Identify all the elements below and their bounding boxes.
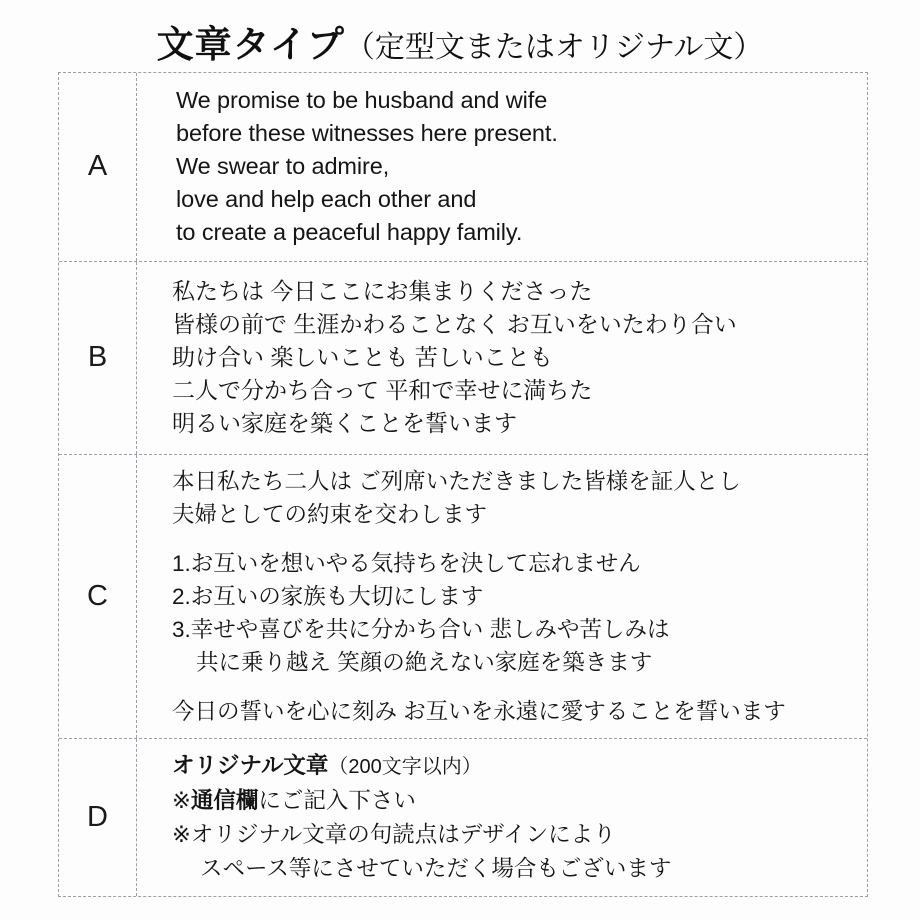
note-field-name: 通信欄	[190, 788, 259, 814]
original-text-heading-label: オリジナル文章	[172, 753, 329, 779]
original-text-limit: （200文字以内）	[328, 756, 482, 779]
text-line: We promise to be husband and wife	[176, 87, 548, 114]
row-label-b: B	[59, 262, 137, 455]
text-line: 私たちは 今日ここにお集まりくださった	[172, 278, 593, 305]
note-line-2: ※オリジナル文章の句読点はデザインにより	[172, 822, 616, 848]
row-content-b	[137, 262, 867, 455]
row-content-d	[137, 739, 867, 896]
sentence-type-table	[58, 72, 868, 897]
text-line: 助け合い 楽しいことも 苦しいことも	[172, 344, 553, 371]
note-mark: ※	[172, 788, 191, 814]
text-line: 皆様の前で 生涯かわることなく お互いをいたわり合い	[172, 311, 737, 338]
row-content-a	[137, 73, 867, 261]
row-label-d: D	[59, 739, 137, 896]
text-line: 明るい家庭を築くことを誓います	[172, 410, 517, 437]
table-row	[59, 739, 867, 896]
row-label-c: C	[59, 455, 137, 738]
original-text-heading	[172, 749, 859, 784]
text-line: 今日の誓いを心に刻み お互いを永遠に愛することを誓います	[172, 699, 786, 725]
table-row	[59, 73, 867, 262]
text-line: 夫婦としての約束を交わします	[172, 502, 488, 528]
text-line: to create a peaceful happy family.	[176, 219, 523, 246]
text-line: love and help each other and	[176, 186, 477, 213]
text-line-numbered: 3.幸せや喜びを共に分かち合い 悲しみや苦しみは	[172, 617, 670, 643]
row-label-a: A	[59, 73, 137, 261]
text-line-numbered: 1.お互いを想いやる気持ちを決して忘れません	[172, 551, 641, 577]
text-line-numbered: 2.お互いの家族も大切にします	[172, 584, 484, 610]
text-line: 本日私たち二人は ご列席いただきました皆様を証人とし	[172, 469, 741, 495]
text-line: 二人で分かち合って 平和で幸せに満ちた	[172, 377, 593, 404]
note-line-1	[172, 784, 859, 818]
note-line-2-continuation: スペース等にさせていただく場合もございます	[200, 856, 672, 882]
text-line: before these witnesses here present.	[176, 120, 558, 147]
table-row	[59, 262, 867, 456]
page-title-main: 文章タイプ	[156, 24, 345, 65]
page-title	[0, 14, 920, 68]
table-row	[59, 455, 867, 739]
note-text: にご記入下さい	[258, 788, 416, 814]
text-line-continuation: 共に乗り越え 笑顔の絶えない家庭を築きます	[196, 650, 653, 676]
row-content-c	[137, 455, 867, 738]
text-line: We swear to admire,	[176, 153, 390, 180]
page-title-sub: （定型文またはオリジナル文）	[344, 31, 764, 64]
